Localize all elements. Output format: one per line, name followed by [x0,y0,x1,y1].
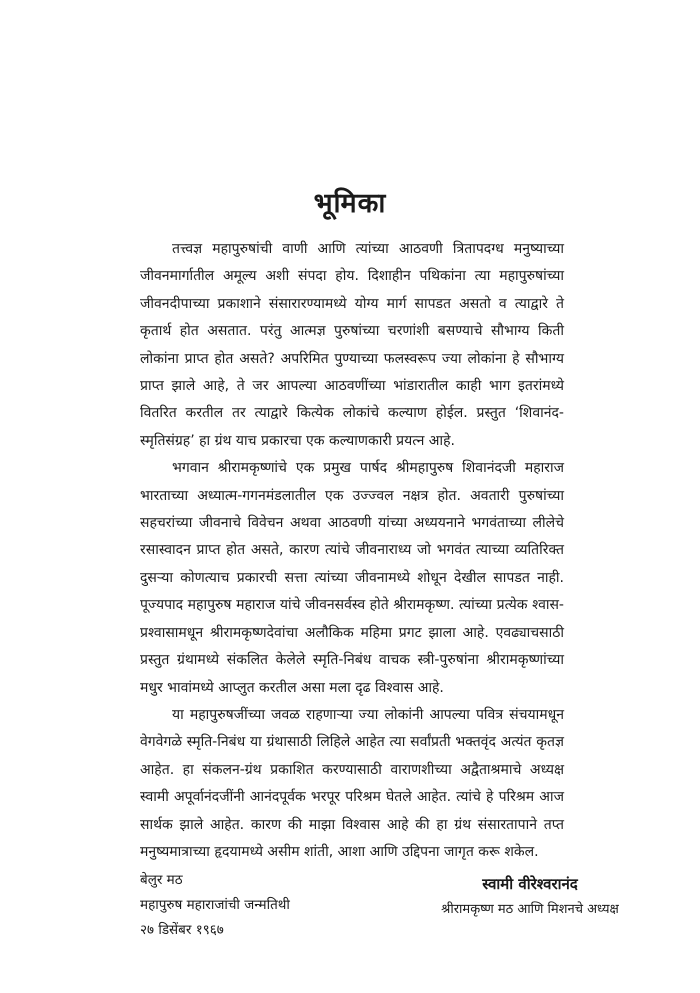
occasion: महापुरुष महाराजांची जन्मतिथी [140,897,290,913]
place: बेलुर मठ [140,872,183,888]
place-date-block [140,868,290,943]
signatory-designation: श्रीरामकृष्ण मठ आणि मिशनचे अध्यक्ष [441,902,619,917]
paragraph: तत्त्वज्ञ महापुरुषांची वाणी आणि त्यांच्या आठवणी त्रितापदग्ध मनुष्याच्या जीवनमार्गातील अमूल्य अशी संपदा होय. दिशाहीन पथिकांना त्या महापुरुषांच्या जीवनदीपाच्या प्रकाशाने संसारारण्यामध्ये योग्य मार्ग सापडत असतो व त्याद्वारे ते कृतार्थ होत असतात. परंतु आत्मज्ञ पुरुषांच्या चरणांशी बसण्याचे सौभाग्य किती लोकांना प्राप्त होत असते? अपरिमित पुण्याच्या फलस्वरूप ज्या लोकांना हे सौभाग्य प्राप्त झाले आहे, ते जर आपल्या आठवणींच्या भांडारातील काही भाग इतरांमध्ये वितरित करतील तर त्याद्वारे कित्येक लोकांचे कल्याण होईल. प्रस्तुत ‘शिवानंद-स्मृतिसंग्रह’ हा ग्रंथ याच प्रकारचा एक कल्याणकारी प्रयत्न आहे. [140,241,564,449]
page-title: भूमिका [313,188,387,219]
preface-body [140,236,564,866]
date: २७ डिसेंबर १९६७ [140,922,224,938]
signatory-name: स्वामी वीरेश्वरानंद [482,875,578,893]
signature-block [380,872,680,922]
paragraph: या महापुरुषजींच्या जवळ राहणाऱ्या ज्या लोकांनी आपल्या पवित्र संचयामधून वेगवेगळे स्मृति-निबंध या ग्रंथासाठी लिहिले आहेत त्या सर्वांप्रती भक्तवृंद अत्यंत कृतज्ञ आहेत. हा संकलन-ग्रंथ प्रकाशित करण्यासाठी वाराणशीच्या अद्वैताश्रमाचे अध्यक्ष स्वामी अपूर्वानंदजींनी आनंदपूर्वक भरपूर परिश्रम घेतले आहेत. त्यांचे हे परिश्रम आज सार्थक झाले आहेत. कारण की माझा विश्वास आहे की हा ग्रंथ संसारतापाने तप्त मनुष्यमात्राच्या हृदयामध्ये असीम शांती, आशा आणि उद्दिपना जागृत करू शकेल. [140,706,564,860]
paragraph: भगवान श्रीरामकृष्णांचे एक प्रमुख पार्षद श्रीमहापुरुष शिवानंदजी महाराज भारताच्या अध्यात्म-गगनमंडलातील एक उज्ज्वल नक्षत्र होत. अवतारी पुरुषांच्या सहचरांच्या जीवनाचे विवेचन अथवा आठवणी यांच्या अध्ययनाने भगवंताच्या लीलेचे रसास्वादन प्राप्त होत असते, कारण त्यांचे जीवनाराध्य जो भगवंत त्याच्या व्यतिरिक्त दुसऱ्या कोणत्याच प्रकारची सत्ता त्यांच्या जीवनामध्ये शोधून देखील सापडत नाही. पूज्यपाद महापुरुष महाराज यांचे जीवनसर्वस्व होते श्रीरामकृष्ण. त्यांच्या प्रत्येक श्वास-प्रश्वासामधून श्रीरामकृष्णदेवांचा अलौकिक महिमा प्रगट झाला आहे. एवढ्याचसाठी प्रस्तुत ग्रंथामध्ये संकलित केलेले स्मृति-निबंध वाचक स्त्री-पुरुषांना श्रीरामकृष्णांच्या मधुर भावांमध्ये आप्लुत करतील असा मला दृढ विश्वास आहे. [140,460,564,696]
